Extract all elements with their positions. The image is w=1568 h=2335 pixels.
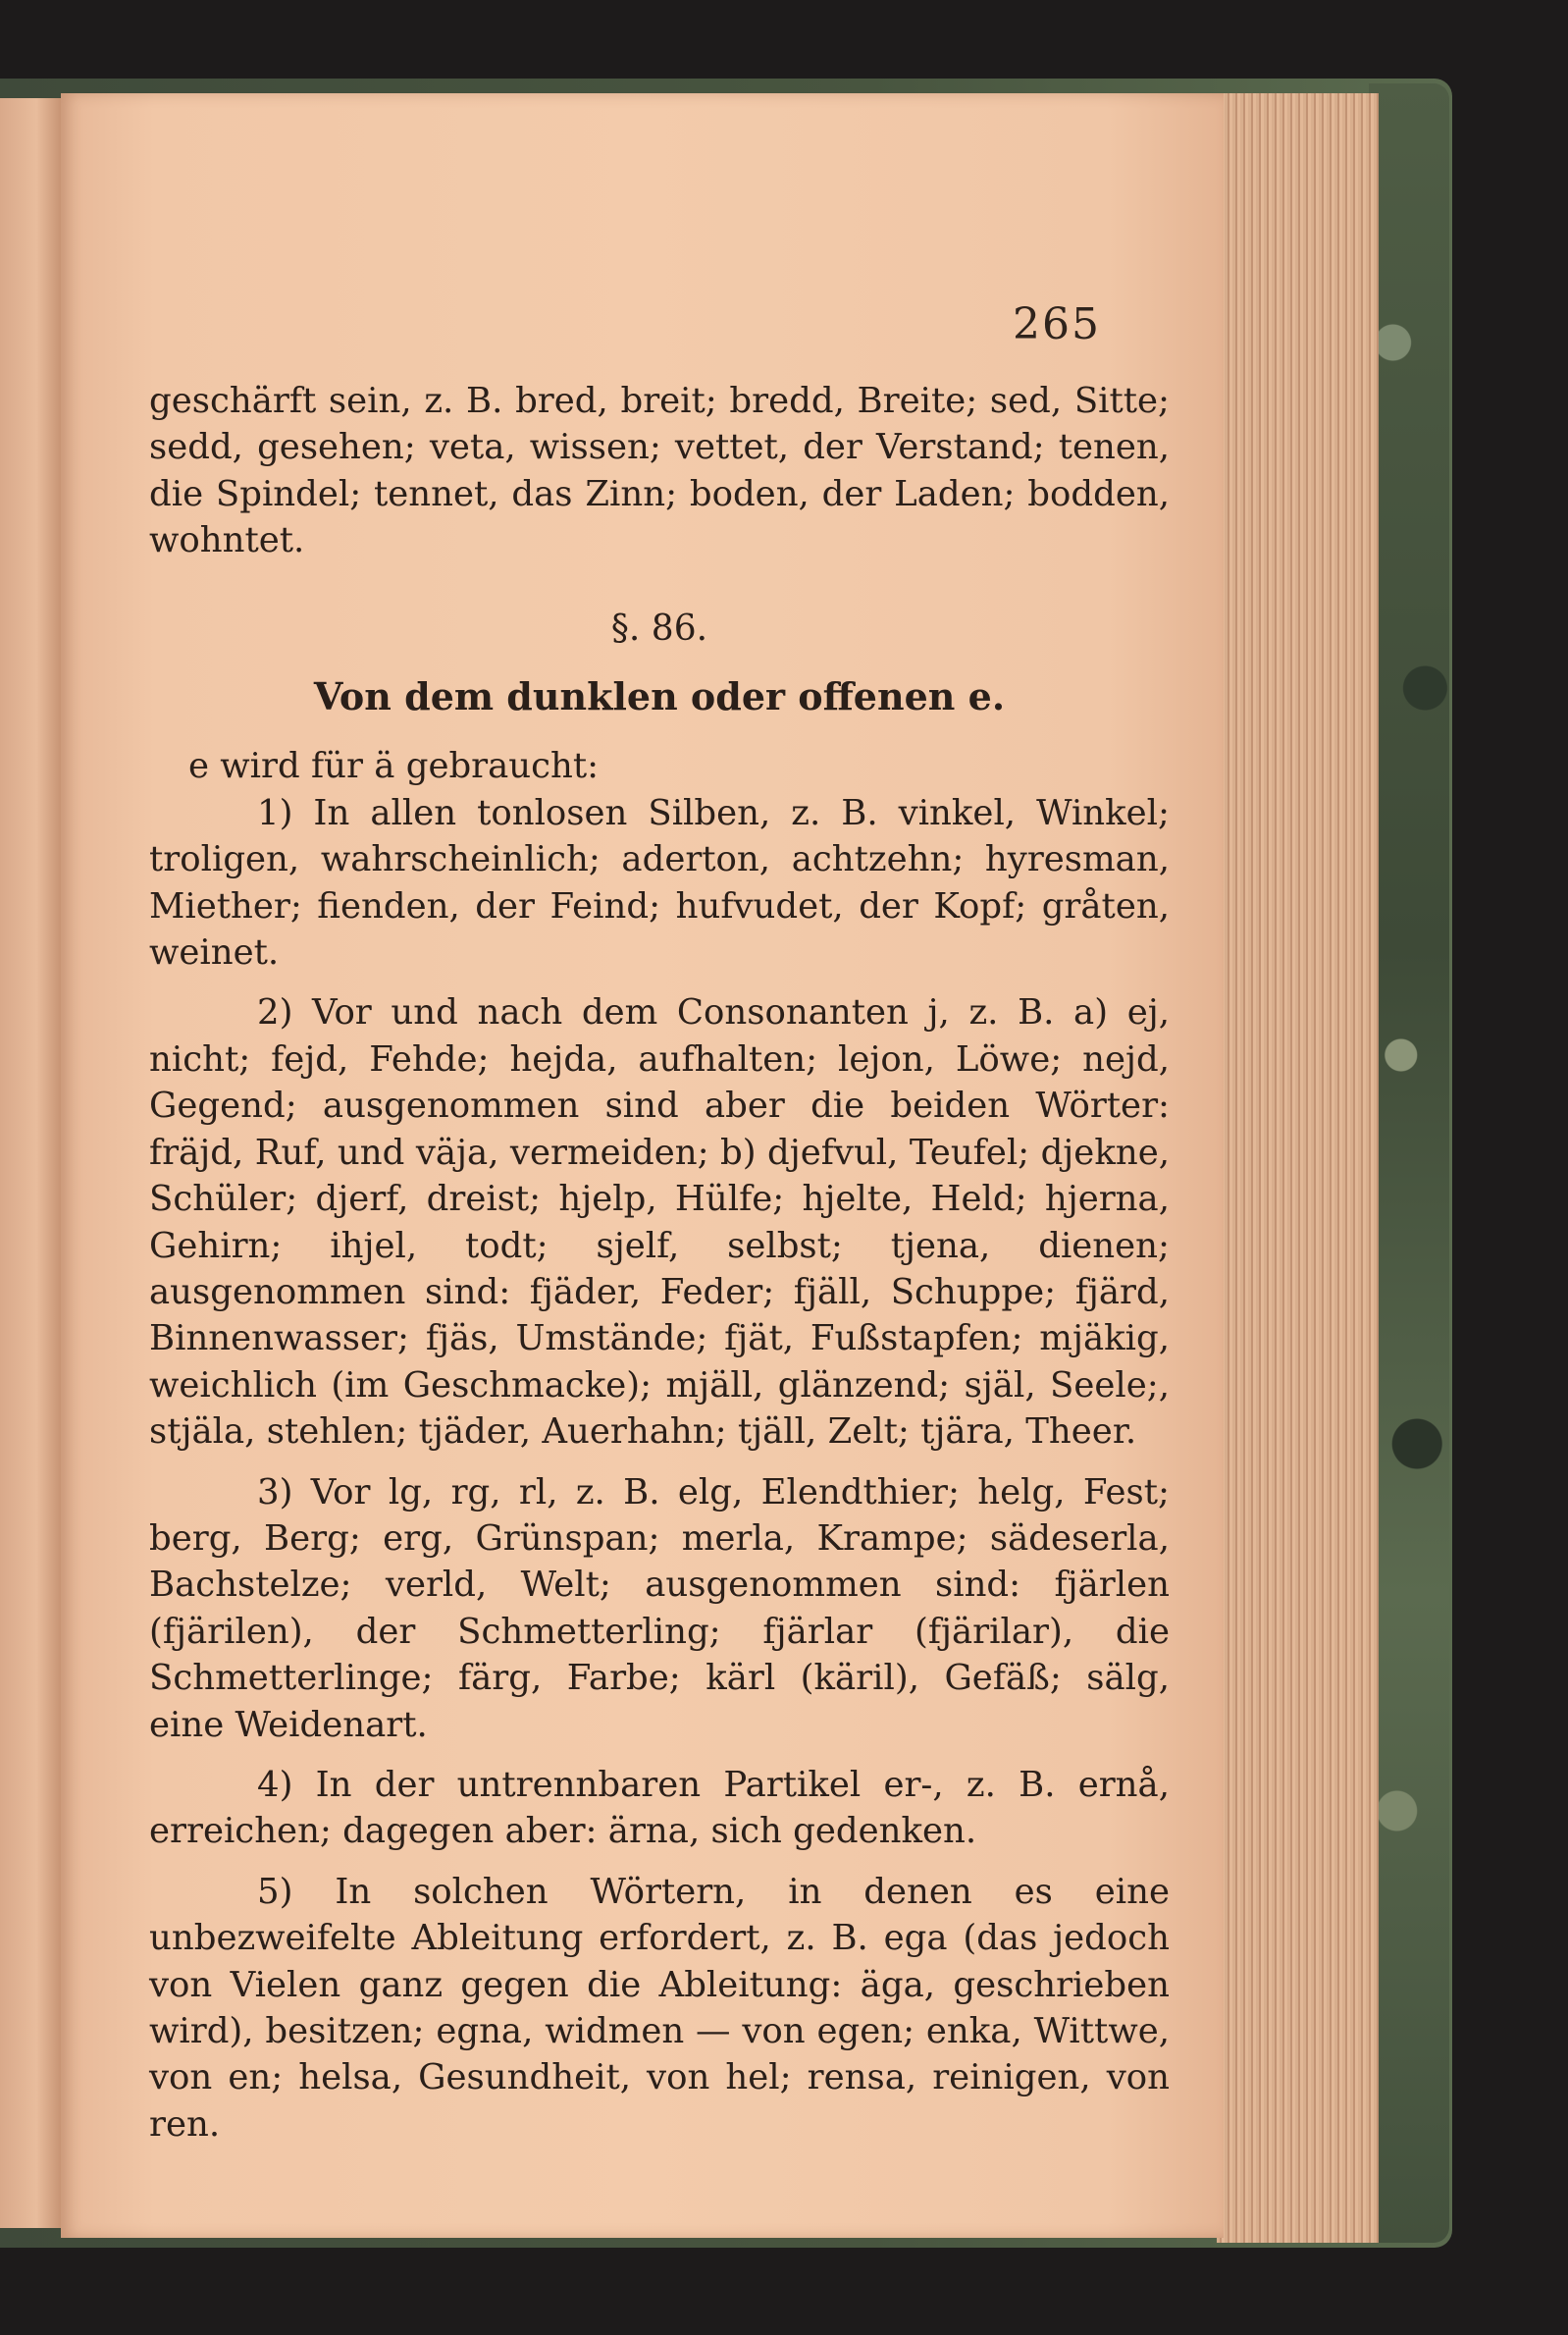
page-number: 265 [1013,299,1101,349]
marbled-board [1369,83,1449,2243]
page-body [149,378,1170,2148]
left-page-edge [0,98,61,2228]
intro-paragraph: geschärft sein, z. B. bred, breit; bredd, Breite; sed, Sitte; sedd, gesehen; veta, wissen; vettet, der Verstand; tenen, die Spindel; tennet, das Zinn; boden, der Laden; bodden, wohntet. [149,381,1170,561]
rule-item-1: 1) In allen tonlosen Silben, z. B. vinkel, Winkel; troligen, wahrscheinlich; aderton, achtzehn; hyresman, Miether; fienden, der Feind; hufvudet, der Kopf; gråten, weinet. [149,792,1170,974]
page-edges [1217,93,1379,2243]
rule-item-4: 4) In der untrennbaren Partikel er-, z. B. ernå, erreichen; dagegen aber: ärna, sich gedenken. [149,1764,1170,1852]
rule-item-5: 5) In solchen Wörtern, in denen es eine unbezweifelte Ableitung erfordert, z. B. ega (das jedoch von Vielen ganz gegen die Ableitung: äga, geschrieben wird), besitzen; egna, widmen — von egen; enka, Wittwe, von en; helsa, Gesundheit, von hel; rensa, reinigen, von ren. [149,1871,1170,2145]
lead-sentence: e wird für ä gebraucht: [188,746,600,787]
rule-item-3: 3) Vor lg, rg, rl, z. B. elg, Elendthier; helg, Fest; berg, Berg; erg, Grünspan; merla, Krampe; sädeserla, Bachstelze; verld, Welt; ausgenommen sind: fjärlen (fjärilen), der Schmetterling; fjärlar (fjärilar), die Schmetterlinge; färg, Farbe; kärl (käril), Gefäß; sälg, eine Weidenart. [149,1471,1170,1745]
section-number: §. 86. [610,608,708,649]
book-page [61,93,1224,2238]
rule-item-2: 2) Vor und nach dem Consonanten j, z. B. a) ej, nicht; fejd, Fehde; hejda, aufhalten; lejon, Löwe; nejd, Gegend; ausgenommen sind aber die beiden Wörter: fräjd, Ruf, und väja, vermeiden; b) djefvul, Teufel; djekne, Schüler; djerf, dreist; hjelp, Hülfe; hjelte, Held; hjerna, Gehirn; ihjel, todt; sjelf, selbst; tjena, dienen; ausgenommen sind: fjäder, Feder; fjäll, Schuppe; fjärd, Binnenwasser; fjäs, Umstände; fjät, Fußstapfen; mjäkig, weichlich (im Geschmacke); mjäll, glänzend; själ, Seele;, stjäla, stehlen; tjäder, Auerhahn; tjäll, Zelt; tjära, Theer. [149,992,1170,1453]
section-heading: Von dem dunklen oder offenen e. [313,674,1006,719]
